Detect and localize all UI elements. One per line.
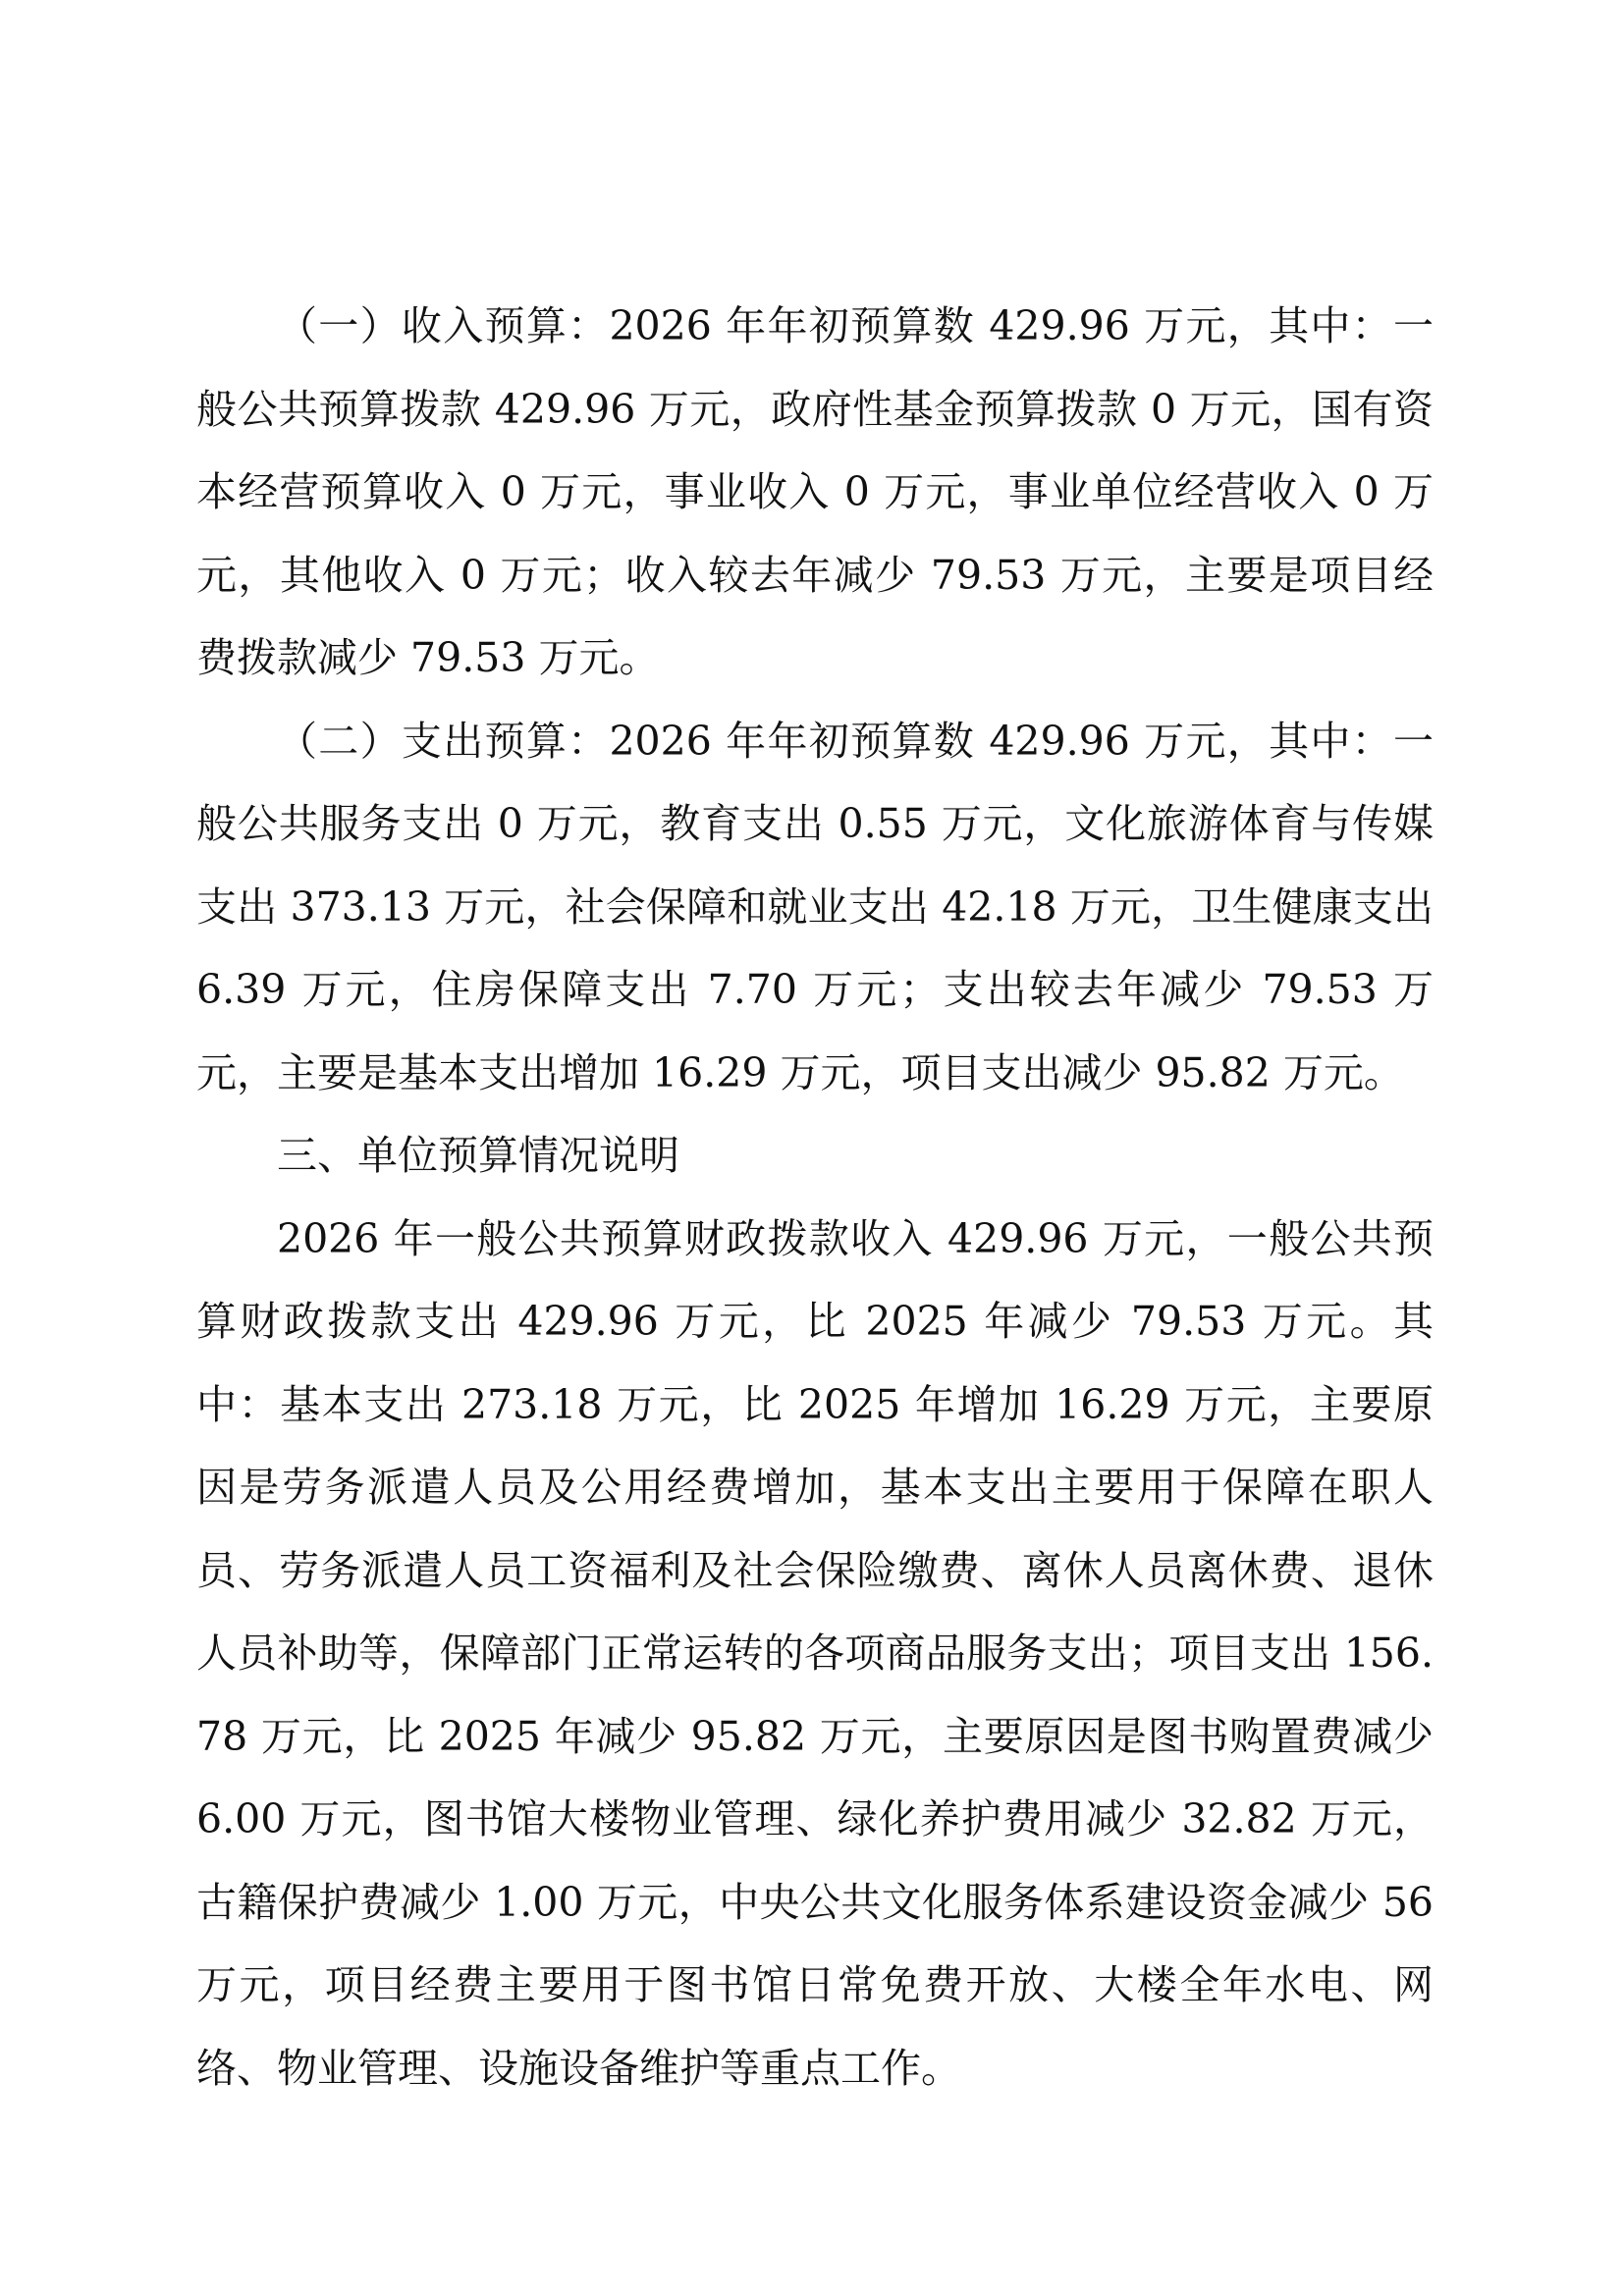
section-three-heading: 三、单位预算情况说明 xyxy=(277,1132,679,1179)
expenditure-budget-paragraph: （二）支出预算：2026 年年初预算数 429.96 万元，其中：一般公共服务支出 0 万元，教育支出 0.55 万元，文化旅游体育与传媒支出 373.13 万元，社会保障和就业支出 42.18 万元，卫生健康支出 6.39 万元，住房保障支出 7.70 万元；支出较去年减少 79.53 万元，主要是基本支出增加 16.29 万元，项目支出减少 95.82 万元。 xyxy=(196,717,1434,1096)
document-body xyxy=(196,285,1434,2109)
income-budget-paragraph: （一）收入预算：2026 年年初预算数 429.96 万元，其中：一般公共预算拨款 429.96 万元，政府性基金预算拨款 0 万元，国有资本经营预算收入 0 万元，事业收入 0 万元，事业单位经营收入 0 万元，其他收入 0 万元；收入较去年减少 79.53 万元，主要是项目经费拨款减少 79.53 万元。 xyxy=(196,302,1434,681)
unit-budget-description-paragraph: 2026 年一般公共预算财政拨款收入 429.96 万元，一般公共预算财政拨款支出 429.96 万元，比 2025 年减少 79.53 万元。其中：基本支出 273.18 万元，比 2025 年增加 16.29 万元，主要原因是劳务派遣人员及公用经费增加，基本支出主要用于保障在职人员、劳务派遣人员工资福利及社会保险缴费、离休人员离休费、退休人员补助等，保障部门正常运转的各项商品服务支出；项目支出 156.78 万元，比 2025 年减少 95.82 万元，主要原因是图书购置费减少 6.00 万元，图书馆大楼物业管理、绿化养护费用减少 32.82 万元，古籍保护费减少 1.00 万元，中央公共文化服务体系建设资金减少 56 万元，项目经费主要用于图书馆日常免费开放、大楼全年水电、网络、物业管理、设施设备维护等重点工作。 xyxy=(196,1214,1434,2092)
